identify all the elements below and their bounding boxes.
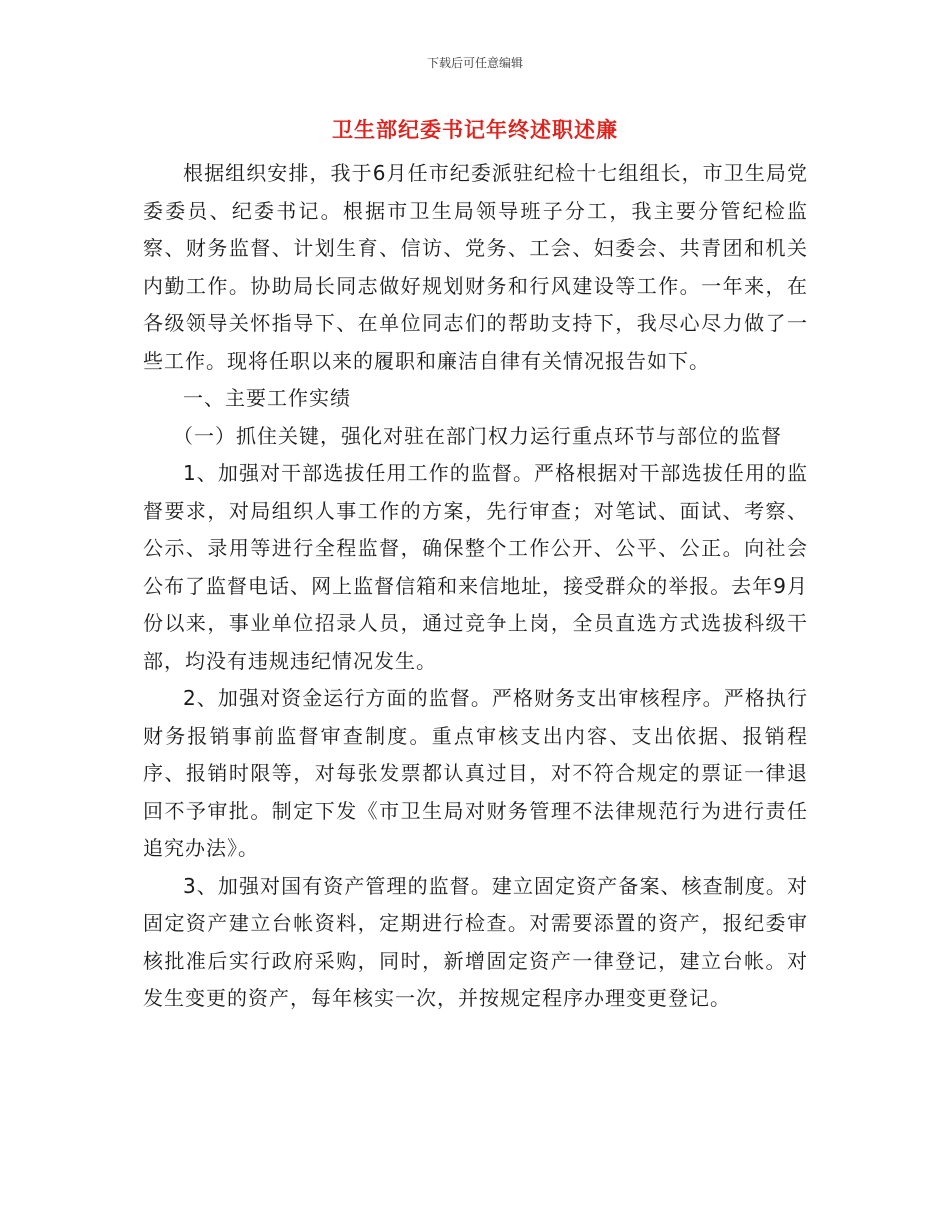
intro-paragraph: 根据组织安排，我于6月任市纪委派驻纪检十七组组长，市卫生局党委委员、纪委书记。根据市卫生局领导班子分工，我主要分管纪检监察、财务监督、计划生育、信访、党务、工会、妇委会、共青团和机关内勤工作。协助局长同志做好规划财务和行风建设等工作。一年来，在各级领导关怀指导下、在单位同志们的帮助支持下，我尽心尽力做了一些工作。现将任职以来的履职和廉洁自律有关情况报告如下。 xyxy=(143,161,808,373)
subsection-heading-1: （一）抓住关键，强化对驻在部门权力运行重点环节与部位的监督 xyxy=(173,423,782,448)
paragraph-asset-supervision: 3、加强对国有资产管理的监督。建立固定资产备案、核查制度。对固定资产建立台帐资料，定期进行检查。对需要添置的资产，报纪委审核批准后实行政府采购，同时，新增固定资产一律登记，建立台帐。对发生变更的资产，每年核实一次，并按规定程序办理变更登记。 xyxy=(143,873,808,1010)
document-body xyxy=(143,155,808,1018)
page-header-note: 下载后可任意编辑 xyxy=(426,56,523,70)
document-title: 卫生部纪委书记年终述职述廉 xyxy=(332,118,618,142)
paragraph-fund-supervision: 2、加强对资金运行方面的监督。严格财务支出审核程序。严格执行财务报销事前监督审查制度。重点审核支出内容、支出依据、报销程序、报销时限等，对每张发票都认真过目，对不符合规定的票证一律退回不予审批。制定下发《市卫生局对财务管理不法律规范行为进行责任追究办法》。 xyxy=(143,686,808,860)
paragraph-cadre-supervision: 1、加强对干部选拔任用工作的监督。严格根据对干部选拔任用的监督要求，对局组织人事工作的方案，先行审查；对笔试、面试、考察、公示、录用等进行全程监督，确保整个工作公开、公平、公正。向社会公布了监督电话、网上监督信箱和来信地址，接受群众的举报。去年9月份以来，事业单位招录人员，通过竞争上岗，全员直选方式选拔科级干部，均没有违规违纪情况发生。 xyxy=(143,461,808,673)
section-heading-1: 一、主要工作实绩 xyxy=(183,386,351,410)
